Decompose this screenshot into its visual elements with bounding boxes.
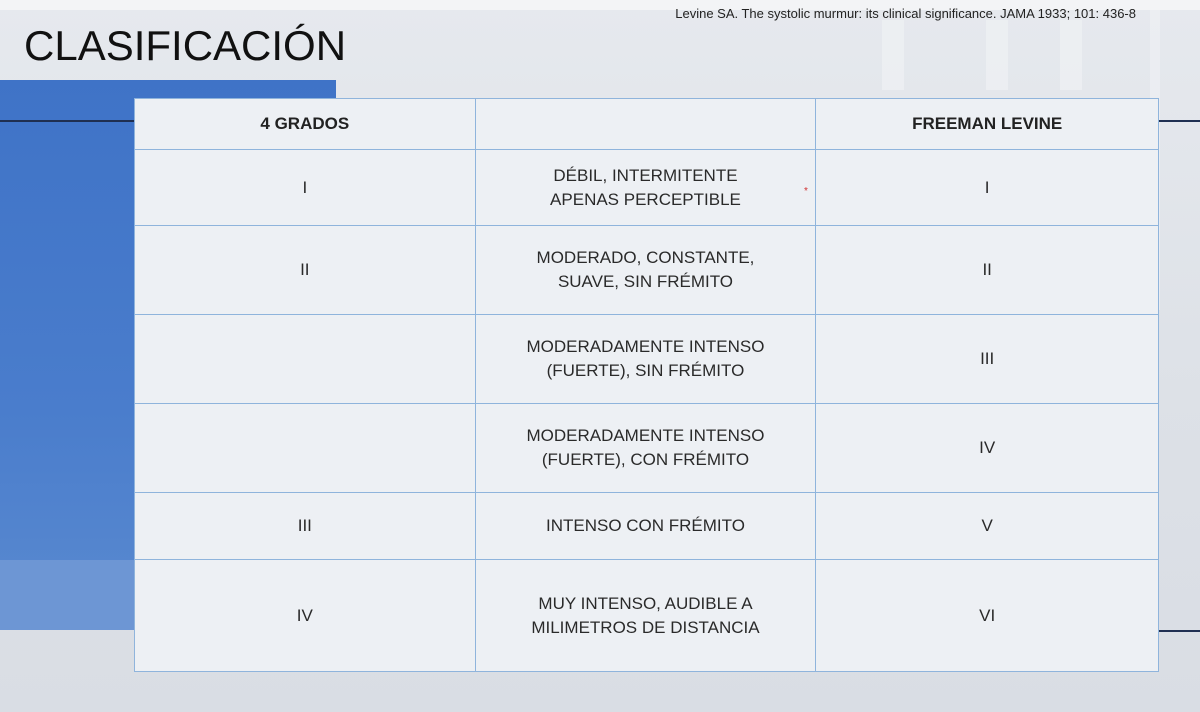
divider-line bbox=[0, 120, 140, 122]
cell-description: MODERADO, CONSTANTE, SUAVE, SIN FRÉMITO bbox=[475, 226, 816, 315]
cell-freeman-levine: IV bbox=[816, 404, 1159, 493]
cell-freeman-levine: III bbox=[816, 315, 1159, 404]
cell-freeman-levine: VI bbox=[816, 560, 1159, 672]
cell-four-grades: II bbox=[135, 226, 476, 315]
divider-line bbox=[1158, 630, 1200, 632]
table-row bbox=[135, 226, 1159, 315]
cell-freeman-levine: I bbox=[816, 150, 1159, 226]
classification-table bbox=[134, 98, 1159, 672]
background-decoration bbox=[1060, 20, 1082, 90]
slide-title: CLASIFICACIÓN bbox=[24, 22, 347, 69]
table-row bbox=[135, 560, 1159, 672]
table-row bbox=[135, 493, 1159, 560]
header-four-grades: 4 GRADOS bbox=[135, 99, 476, 150]
background-decoration bbox=[882, 20, 904, 90]
header-freeman-levine: FREEMAN LEVINE bbox=[816, 99, 1159, 150]
cell-description: MODERADAMENTE INTENSO (FUERTE), CON FRÉMITO bbox=[475, 404, 816, 493]
cell-description: DÉBIL, INTERMITENTE APENAS PERCEPTIBLE bbox=[475, 150, 816, 226]
cell-four-grades: IV bbox=[135, 560, 476, 672]
cell-description: MUY INTENSO, AUDIBLE A MILIMETROS DE DISTANCIA bbox=[475, 560, 816, 672]
asterisk-mark-icon: * bbox=[804, 186, 808, 197]
cell-four-grades bbox=[135, 315, 476, 404]
cell-freeman-levine: V bbox=[816, 493, 1159, 560]
cell-description: INTENSO CON FRÉMITO bbox=[475, 493, 816, 560]
cell-four-grades bbox=[135, 404, 476, 493]
blue-accent-band-light bbox=[0, 560, 150, 630]
table-row bbox=[135, 315, 1159, 404]
cell-description: MODERADAMENTE INTENSO (FUERTE), SIN FRÉMITO bbox=[475, 315, 816, 404]
background-decoration bbox=[986, 20, 1008, 90]
cell-freeman-levine: II bbox=[816, 226, 1159, 315]
citation-text: Levine SA. The systolic murmur: its clinical significance. JAMA 1933; 101: 436-8 bbox=[675, 6, 1136, 21]
header-description bbox=[475, 99, 816, 150]
cell-four-grades: III bbox=[135, 493, 476, 560]
table-row bbox=[135, 404, 1159, 493]
cell-four-grades: I bbox=[135, 150, 476, 226]
table-row bbox=[135, 150, 1159, 226]
table-header-row bbox=[135, 99, 1159, 150]
divider-line bbox=[1158, 120, 1200, 122]
